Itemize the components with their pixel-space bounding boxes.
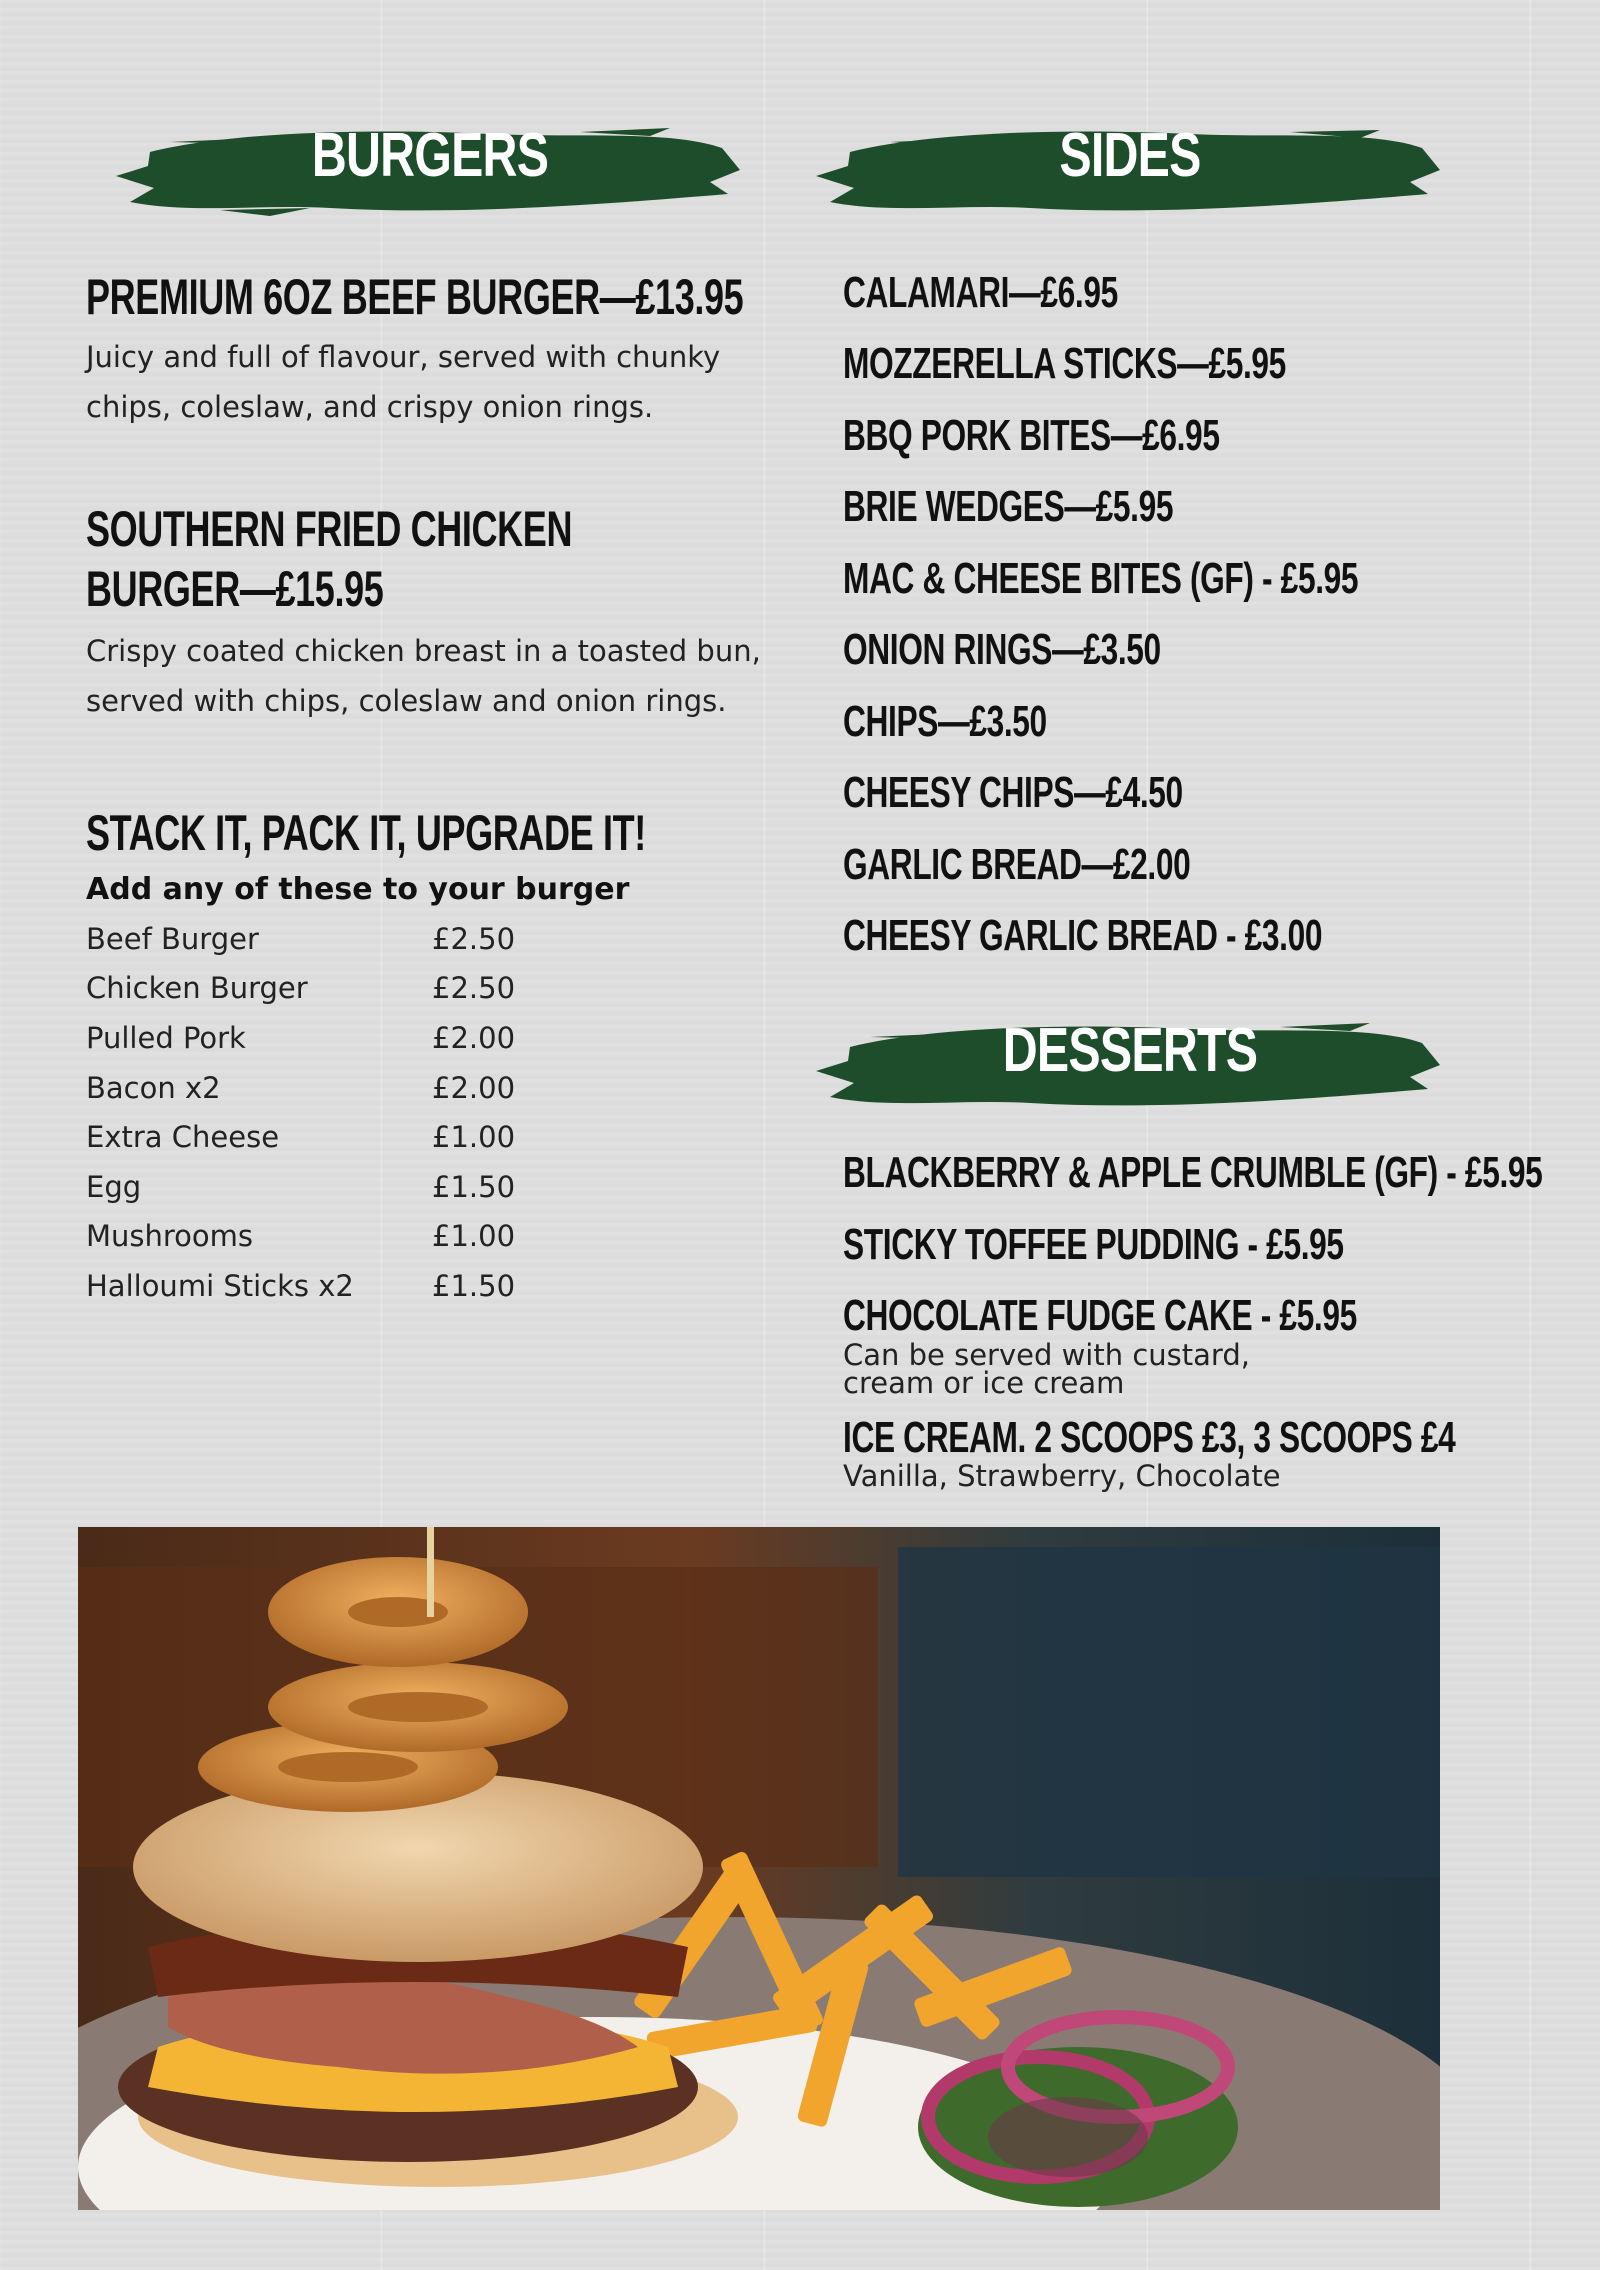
burger-photo-illustration: [78, 1527, 1440, 2210]
burger-item-description: Crispy coated chicken breast in a toasted bun, served with chips, coleslaw and onion rings.: [86, 634, 761, 718]
upgrade-item-price: £1.00: [432, 1120, 516, 1154]
side-item: BBQ PORK BITES—£6.95: [843, 411, 1220, 460]
upgrade-item-name: Extra Cheese: [86, 1120, 280, 1154]
side-item: MOZZERELLA STICKS—£5.95: [843, 339, 1286, 388]
dessert-item-title: STICKY TOFFEE PUDDING - £5.95: [843, 1220, 1344, 1269]
upgrade-row: [86, 1219, 536, 1253]
upgrade-item-name: Mushrooms: [86, 1219, 254, 1253]
burger-item-description: Juicy and full of flavour, served with chunky chips, coleslaw, and crispy onion rings.: [86, 340, 721, 424]
upgrade-item-name: Halloumi Sticks x2: [86, 1269, 354, 1303]
upgrade-row: [86, 922, 536, 956]
desserts-heading-banner: [810, 985, 1450, 1125]
burgers-heading-banner: [110, 90, 750, 230]
upgrade-item-name: Beef Burger: [86, 922, 259, 956]
upgrade-row: [86, 1071, 536, 1105]
upgrade-item-name: Chicken Burger: [86, 971, 308, 1005]
sides-heading: SIDES: [1059, 121, 1201, 190]
upgrade-row: [86, 1269, 536, 1303]
burger-item-title: BURGER—£15.95: [86, 561, 384, 617]
upgrade-row: [86, 1021, 536, 1055]
upgrade-row: [86, 971, 536, 1005]
dessert-item-title: ICE CREAM. 2 SCOOPS £3, 3 SCOOPS £4: [843, 1413, 1456, 1462]
upgrade-item-name: Pulled Pork: [86, 1021, 246, 1055]
burgers-heading: BURGERS: [311, 121, 549, 190]
upgrade-item-name: Bacon x2: [86, 1071, 221, 1105]
side-item: ONION RINGS—£3.50: [843, 625, 1161, 674]
desserts-heading: DESSERTS: [1002, 1016, 1258, 1085]
side-item: MAC & CHEESE BITES (GF) - £5.95: [843, 554, 1359, 603]
side-item: CHEESY GARLIC BREAD - £3.00: [843, 911, 1323, 960]
dessert-note: Vanilla, Strawberry, Chocolate: [843, 1459, 1281, 1493]
side-item: BRIE WEDGES—£5.95: [843, 482, 1174, 531]
upgrade-subtitle: Add any of these to your burger: [86, 872, 630, 907]
upgrade-title: STACK IT, PACK IT, UPGRADE IT!: [86, 805, 646, 861]
upgrade-row: [86, 1120, 536, 1154]
burger-item-title: PREMIUM 6OZ BEEF BURGER—£13.95: [86, 269, 744, 325]
dessert-note: cream or ice cream: [843, 1366, 1125, 1400]
upgrade-item-price: £2.00: [432, 1071, 516, 1105]
sides-heading-banner: [810, 90, 1450, 230]
upgrade-row: [86, 1170, 536, 1204]
burger-photo: [78, 1527, 1440, 2210]
dessert-item-title: CHOCOLATE FUDGE CAKE - £5.95: [843, 1291, 1357, 1340]
dessert-note: Can be served with custard,: [843, 1338, 1250, 1372]
burger-item-title: SOUTHERN FRIED CHICKEN: [86, 501, 573, 557]
upgrade-item-price: £2.00: [432, 1021, 516, 1055]
upgrade-item-price: £1.00: [432, 1219, 516, 1253]
upgrade-item-price: £2.50: [432, 922, 516, 956]
upgrade-item-price: £1.50: [432, 1170, 516, 1204]
side-item: GARLIC BREAD—£2.00: [843, 840, 1191, 889]
upgrade-item-name: Egg: [86, 1170, 142, 1204]
dessert-item-title: BLACKBERRY & APPLE CRUMBLE (GF) - £5.95: [843, 1148, 1543, 1197]
side-item: CALAMARI—£6.95: [843, 268, 1118, 317]
side-item: CHIPS—£3.50: [843, 697, 1047, 746]
upgrade-item-price: £2.50: [432, 971, 516, 1005]
side-item: CHEESY CHIPS—£4.50: [843, 768, 1183, 817]
upgrade-item-price: £1.50: [432, 1269, 516, 1303]
